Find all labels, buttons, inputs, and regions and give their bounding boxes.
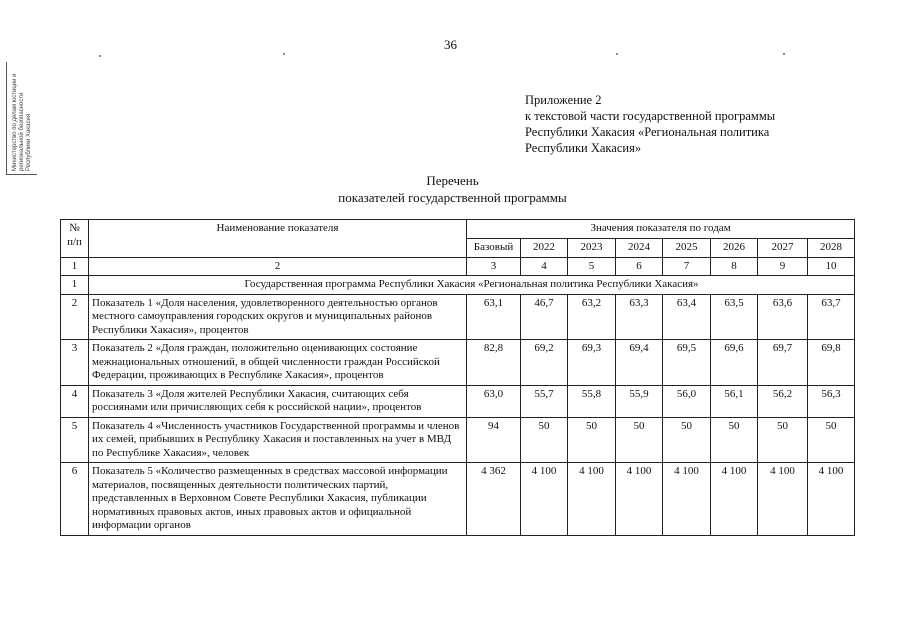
value-cell: 4 100 [758,463,808,536]
value-cell: 69,2 [521,340,568,386]
header-name: Наименование показателя [89,220,467,258]
header-values: Значения показателя по годам [467,220,855,239]
value-cell: 69,8 [808,340,855,386]
document-heading [0,172,905,206]
annex-line: к текстовой части государственной программы [525,109,776,123]
value-cell: 50 [616,417,663,463]
annex-line: Республики Хакасия» [525,141,642,155]
value-cell: 50 [711,417,758,463]
index-row [61,257,855,276]
value-cell: 63,7 [808,294,855,340]
value-cell: 55,9 [616,385,663,417]
value-cell: 63,1 [467,294,521,340]
index-cell: 1 [61,257,89,276]
value-cell: 94 [467,417,521,463]
value-cell: 55,7 [521,385,568,417]
scan-speck [616,53,618,55]
header-year: 2024 [616,238,663,257]
value-cell: 69,7 [758,340,808,386]
index-cell: 5 [568,257,616,276]
indicator-name: Показатель 4 «Численность участников Государственной программы и членов их семей, прибывших в Республику Хакасия и поставленных на учет в МВД по Республике Хакасия», человек [89,417,467,463]
header-year: 2026 [711,238,758,257]
value-cell: 50 [663,417,711,463]
value-cell: 82,8 [467,340,521,386]
header-year: 2027 [758,238,808,257]
value-cell: 46,7 [521,294,568,340]
value-cell: 55,8 [568,385,616,417]
table-row [61,463,855,536]
value-cell: 4 362 [467,463,521,536]
annex-block [525,92,845,156]
table-row [61,294,855,340]
header-year: 2028 [808,238,855,257]
value-cell: 4 100 [616,463,663,536]
header-year: Базовый [467,238,521,257]
scan-speck [783,53,785,55]
value-cell: 50 [568,417,616,463]
value-cell: 50 [758,417,808,463]
value-cell: 56,3 [808,385,855,417]
row-num: 2 [61,294,89,340]
value-cell: 50 [521,417,568,463]
value-cell: 69,3 [568,340,616,386]
indicator-name: Показатель 3 «Доля жителей Республики Хакасия, считающих себя россиянами или причисляющих себя к российской нации», процентов [89,385,467,417]
annex-line: Приложение 2 [525,93,602,107]
heading-title: Перечень [426,173,479,188]
index-cell: 6 [616,257,663,276]
indicators-table [60,219,855,536]
stamp-text: Министерство по делам юстиции и региональной безопасности Республики Хакасия [11,73,32,171]
value-cell: 63,4 [663,294,711,340]
index-cell: 7 [663,257,711,276]
table-row [61,385,855,417]
scan-speck [99,55,101,57]
header-year: 2022 [521,238,568,257]
indicator-name: Показатель 1 «Доля населения, удовлетворенного деятельностью органов местного самоуправления городских округов и муниципальных районов Республики Хакасия», процентов [89,294,467,340]
section-row [61,276,855,295]
row-num: 3 [61,340,89,386]
section-num: 1 [61,276,89,295]
value-cell: 69,5 [663,340,711,386]
header-num: № п/п [61,220,89,258]
header-year: 2023 [568,238,616,257]
value-cell: 63,2 [568,294,616,340]
index-cell: 3 [467,257,521,276]
index-cell: 9 [758,257,808,276]
annex-line: Республики Хакасия «Региональная политика [525,125,770,139]
index-cell: 4 [521,257,568,276]
value-cell: 50 [808,417,855,463]
value-cell: 4 100 [521,463,568,536]
index-cell: 10 [808,257,855,276]
indicator-name: Показатель 2 «Доля граждан, положительно оценивающих состояние межнациональных отношений, в общей численности граждан Российской Федерации, проживающих в Республике Хакасия», процентов [89,340,467,386]
scan-speck [283,53,285,55]
value-cell: 4 100 [663,463,711,536]
indicator-name: Показатель 5 «Количество размещенных в средствах массовой информации материалов, посвященных деятельности политических партий, представленных в Верховном Совете Республики Хакасия, публикации нормативных правовых актов, иных правовых актов и официальной информации органов [89,463,467,536]
value-cell: 56,1 [711,385,758,417]
heading-subtitle: показателей государственной программы [338,190,567,205]
value-cell: 4 100 [568,463,616,536]
value-cell: 69,6 [711,340,758,386]
value-cell: 4 100 [711,463,758,536]
value-cell: 56,2 [758,385,808,417]
registration-stamp [6,62,37,175]
value-cell: 4 100 [808,463,855,536]
section-title: Государственная программа Республики Хакасия «Региональная политика Республики Хакасия» [89,276,855,295]
value-cell: 63,0 [467,385,521,417]
page-number: 36 [444,37,457,52]
value-cell: 56,0 [663,385,711,417]
row-num: 4 [61,385,89,417]
value-cell: 69,4 [616,340,663,386]
value-cell: 63,6 [758,294,808,340]
value-cell: 63,3 [616,294,663,340]
row-num: 5 [61,417,89,463]
value-cell: 63,5 [711,294,758,340]
table-row [61,340,855,386]
index-cell: 8 [711,257,758,276]
table-row [61,417,855,463]
header-year: 2025 [663,238,711,257]
index-cell: 2 [89,257,467,276]
row-num: 6 [61,463,89,536]
